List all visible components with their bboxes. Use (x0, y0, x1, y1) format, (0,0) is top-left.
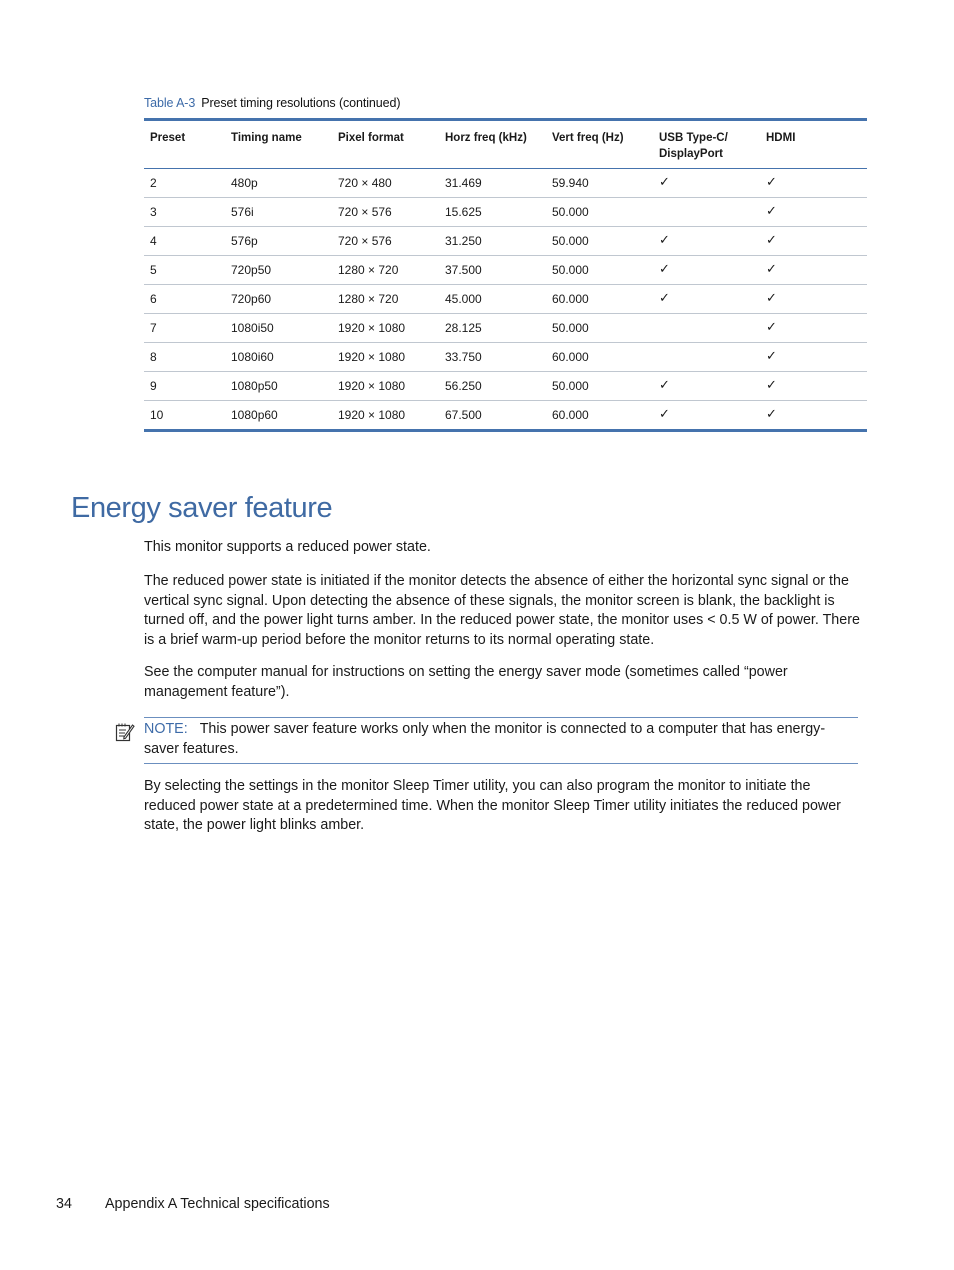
cell-hdmi: ✓ (760, 169, 867, 198)
cell-pixel-format: 1920 × 1080 (332, 343, 439, 372)
cell-timing-name: 720p60 (225, 285, 332, 314)
cell-preset: 4 (144, 227, 225, 256)
cell-vert-freq: 50.000 (546, 198, 653, 227)
cell-preset: 9 (144, 372, 225, 401)
note-text: This power saver feature works only when the monitor is connected to a computer that has energy-saver features. (144, 721, 826, 757)
cell-timing-name: 576i (225, 198, 332, 227)
footer-chapter: Appendix A Technical specifications (105, 1196, 330, 1212)
cell-vert-freq: 50.000 (546, 372, 653, 401)
header-usb-displayport: USB Type-C/ DisplayPort (653, 120, 760, 169)
cell-usb-displayport: ✓ (653, 285, 760, 314)
cell-hdmi: ✓ (760, 256, 867, 285)
cell-preset: 8 (144, 343, 225, 372)
cell-pixel-format: 1920 × 1080 (338, 408, 406, 422)
table-caption-title: Preset timing resolutions (continued) (201, 96, 401, 110)
cell-horz-freq: 31.469 (439, 169, 546, 198)
cell-timing-name: 1080i60 (225, 343, 332, 372)
cell-horz-freq: 15.625 (439, 198, 546, 227)
note-label: NOTE: (144, 721, 188, 737)
cell-vert-freq: 59.940 (546, 169, 653, 198)
cell-hdmi: ✓ (766, 407, 777, 422)
cell-preset: 2 (144, 169, 225, 198)
table-row (144, 198, 867, 227)
table-row (144, 227, 867, 256)
table-row (144, 256, 867, 285)
table-row (144, 343, 867, 372)
cell-preset: 7 (144, 314, 225, 343)
cell-usb-displayport: ✓ (653, 256, 760, 285)
table-row (144, 314, 867, 343)
cell-horz-freq: 31.250 (439, 227, 546, 256)
cell-usb-displayport: ✓ (653, 372, 760, 401)
table-caption-number: Table A-3 (144, 96, 196, 110)
page-number: 34 (56, 1196, 72, 1212)
cell-pixel-format: 720 × 576 (332, 198, 439, 227)
preset-timing-table (144, 118, 867, 432)
cell-horz-freq: 56.250 (439, 372, 546, 401)
table-caption (144, 96, 400, 110)
header-hdmi: HDMI (760, 120, 867, 169)
cell-preset: 10 (150, 408, 164, 422)
paragraph-intro: This monitor supports a reduced power state. (144, 539, 431, 555)
cell-vert-freq: 60.000 (552, 408, 589, 422)
header-vert-freq: Vert freq (Hz) (546, 120, 653, 169)
cell-vert-freq: 60.000 (546, 285, 653, 314)
cell-timing-name: 576p (225, 227, 332, 256)
cell-pixel-format: 720 × 480 (332, 169, 439, 198)
paragraph-reduced-power: The reduced power state is initiated if the monitor detects the absence of either the horizontal sync signal or the vertical sync signal. Upon detecting the absence of these signals, the monitor screen is blank, the backlight is turned off, and the power light turns amber. In the reduced power state, the monitor uses < 0.5 W of power. There is a brief warm-up period before the monitor returns to its normal operating state. (144, 573, 860, 648)
note (144, 720, 858, 759)
cell-usb-displayport: ✓ (653, 227, 760, 256)
cell-horz-freq: 45.000 (439, 285, 546, 314)
cell-timing-name: 720p50 (225, 256, 332, 285)
cell-horz-freq: 67.500 (445, 408, 482, 422)
cell-preset: 6 (144, 285, 225, 314)
table-row (144, 372, 867, 401)
table-row (144, 401, 867, 431)
cell-preset: 3 (144, 198, 225, 227)
cell-timing-name: 1080p50 (225, 372, 332, 401)
cell-hdmi: ✓ (760, 198, 867, 227)
header-timing-name: Timing name (225, 120, 332, 169)
header-preset: Preset (144, 120, 225, 169)
cell-hdmi: ✓ (760, 227, 867, 256)
cell-vert-freq: 60.000 (546, 343, 653, 372)
header-horz-freq: Horz freq (kHz) (439, 120, 546, 169)
paragraph-sleep-timer: By selecting the settings in the monitor Sleep Timer utility, you can also program the monitor to initiate the reduced power state at a predetermined time. When the monitor Sleep Timer utility initiates the reduced power state, the power light blinks amber. (144, 778, 841, 833)
cell-timing-name: 1080i50 (225, 314, 332, 343)
cell-usb-displayport (653, 198, 760, 227)
note-pencil-icon (115, 722, 135, 742)
cell-pixel-format: 720 × 576 (332, 227, 439, 256)
cell-horz-freq: 37.500 (439, 256, 546, 285)
cell-timing-name: 1080p60 (231, 408, 278, 422)
cell-pixel-format: 1920 × 1080 (332, 314, 439, 343)
section-heading: Energy saver feature (71, 492, 333, 524)
cell-pixel-format: 1280 × 720 (332, 256, 439, 285)
cell-usb-displayport: ✓ (659, 407, 670, 422)
header-pixel-format: Pixel format (332, 120, 439, 169)
cell-preset: 5 (144, 256, 225, 285)
cell-hdmi: ✓ (760, 285, 867, 314)
paragraph-computer-manual: See the computer manual for instructions on setting the energy saver mode (sometimes called “power management feature”). (144, 664, 788, 700)
cell-usb-displayport (653, 343, 760, 372)
page-footer (56, 1196, 330, 1212)
cell-usb-displayport (653, 314, 760, 343)
cell-pixel-format: 1280 × 720 (332, 285, 439, 314)
cell-vert-freq: 50.000 (546, 314, 653, 343)
cell-vert-freq: 50.000 (546, 256, 653, 285)
cell-usb-displayport: ✓ (653, 169, 760, 198)
cell-timing-name: 480p (225, 169, 332, 198)
cell-horz-freq: 33.750 (439, 343, 546, 372)
table-row (144, 285, 867, 314)
table-row (144, 169, 867, 198)
cell-vert-freq: 50.000 (546, 227, 653, 256)
table-header-row (144, 120, 867, 169)
cell-hdmi: ✓ (760, 314, 867, 343)
cell-hdmi: ✓ (760, 372, 867, 401)
cell-horz-freq: 28.125 (439, 314, 546, 343)
cell-hdmi: ✓ (760, 343, 867, 372)
cell-pixel-format: 1920 × 1080 (332, 372, 439, 401)
